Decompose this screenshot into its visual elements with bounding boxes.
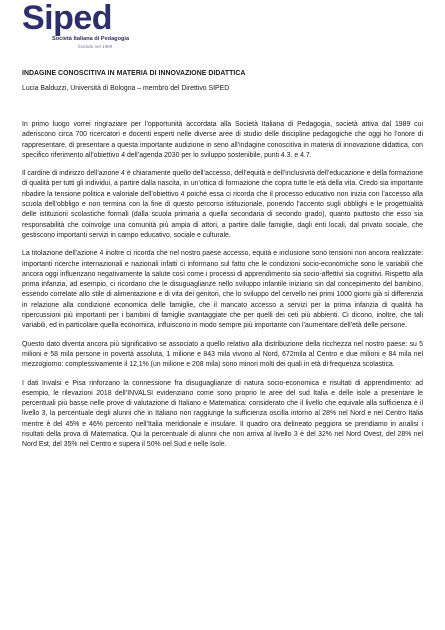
siped-logo <box>22 2 182 54</box>
logo-subtitle: Società Italiana di Pedagogia <box>52 36 130 42</box>
document-body <box>22 70 423 459</box>
logo-founded: fondata nel 1989 <box>78 44 113 49</box>
logo-wordmark: Siped <box>22 0 113 37</box>
paragraph: I dati Invalsi e Pisa rinforzano la connessione fra disuguaglianze di natura socio-economica e risultati di apprendimento: ad esempio, le rilevazioni 2018 dell’INVALSI evidenziano come sono proprio le aree del sud Italia e delle isole a presentare le percentuali più basse nelle prove di valutazione di Italiano e Matematica: considerato che il livello che equivale alla sufficienza è il livello 3, la percentuale degli alunni che in Italiano non raggiunge la sufficienza oscilla intorno al 28% nel Nord e nel Centro Italia mentre è del 45% e 46% percento nell’Italia meridionale e insulare. Il quadro ora delineato peggiora se prendiamo in analisi i risultati della prova di Matematica. Qui la percentuale di alunni che non arriva al livello 3 è del 32% nel Nord Ovest, del 28% nel Nord Est, del 35% nel Centro e supera il 50% nel Sud e nelle Isole. <box>22 379 423 449</box>
paragraph: La titolazione dell’azione 4 inoltre ci ricorda che nel nostro paese accesso, equità e inclusione sono tensioni non ancora realizzate: importanti ricerche internazionali e nazionali infatti ci informano sul fatto che le condizioni socio-economiche sono le variabili che ancora oggi influenzano negativamente la salute così come i processi di apprendimento sia socio-affettivi sia cognitivi. Rispetto alla prima infanzia, ad esempio, ci ricordano che le disuguaglianze nello sviluppo infantile iniziano sin dal concepimento del bambino, essendo correlate allo stile di alimentazione e di vita dei genitori, che lo sviluppo del cervello nei primi 1000 giorni già si differenzia in relazione alla condizione economica delle famiglie, che il mancato accesso a servizi per la prima infanzia di qualità ha ripercussioni più importanti per i bambini di famiglie svantaggiate che per quelli dei ceti più abbienti. Ci dicono, inoltre, che tali variabili, ed in particolare quella economica, influiscono in modo sempre più importante con l’aumentare dell’età delle persone. <box>22 250 423 330</box>
document-author: Lucia Balduzzi, Università di Bologna – membro del Direttivo SIPED <box>22 85 230 92</box>
paragraph: In primo luogo vorrei ringraziare per l’opportunità accordata alla Società Italiana di Pedagogia, società attiva dal 1989 cui aderiscono circa 700 ricercatori e docenti esperti nelle diverse aree di studio delle discipline pedagogiche che oggi ho l’onore di rappresentare, di presentare a questa importante audizione in seno all’indagine conoscitiva in materia di innovazione didattica, con specifico riferimento all’obiettivo 4 dell’agenda 2030 per lo sviluppo sostenibile, punti 4.3. e 4.7. <box>22 121 423 159</box>
document-title: INDAGINE CONOSCITIVA IN MATERIA DI INNOVAZIONE DIDATTICA <box>22 70 246 77</box>
paragraph: Il cardine di indirizzo dell’azione 4 è chiaramente quello dell’accesso, dell’equità e dell’inclusività dell’educazione e della formazione di qualità per tutti gli individui, a partire dalla nascita, in un’ottica di formazione che copra tutte le età della vita. Credo sia importante ribadire la tensione politica e valoriale dell’obiettivo 4 poiché essa ci ricorda che il processo educativo non inizia con l’accesso alla scuola dell’obbligo e non termina con la fine di questo percorso istituzionale, ponendo l’accento sugli obblighi e le progettualità delle istituzioni scolastiche formali (dalla scuola primaria a quella secondaria di secondo grado), quanto piuttosto che esso sia responsabilità che coinvolge una comunità più ampia di attori, a partire dalle famiglie, dagli enti locali, dal privato sociale, che gestiscono importanti servizi in campo educativo, sociale e culturale. <box>22 170 423 239</box>
paragraph: Questo dato diventa ancora più significativo se associato a quello relativo alla distribuzione della ricchezza nel nostro paese: su 5 milioni e 58 mila persone in povertà assoluta, 1 milione e 843 mila vivono al Nord, 672mila al Centro e due milioni e 84 mila nel mezzogiorno: complessivamente il 12,1% (un milione e 208 mila) sono minori molti dei quali in età di frequenza scolastica. <box>22 340 423 369</box>
